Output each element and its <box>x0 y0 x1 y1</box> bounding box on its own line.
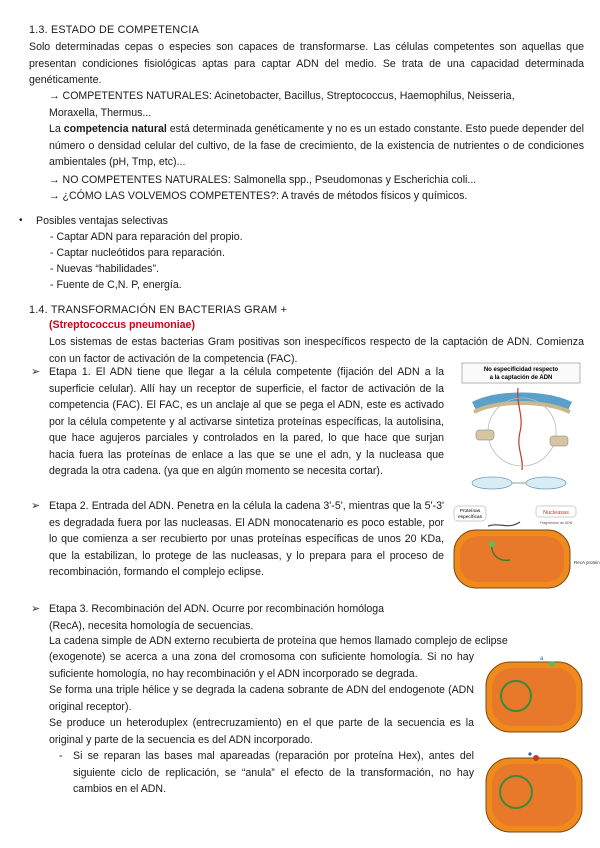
comp-pre: La <box>49 123 64 135</box>
etapa-3-paragraph-3: Se produce un heteroduplex (entrecruzamiento) en el que parte de la secuencia es la original y parte de la secuencia es del ADN incorporado. <box>49 717 474 746</box>
figure-recombination-2 <box>482 746 586 836</box>
ventajas-title: • Posibles ventajas selectivas <box>36 213 168 230</box>
section-1-3-intro: Solo determinadas cepas o especies son capaces de transformarse. Las células competentes son aquellas que presentan condiciones fisiológicas aptas para captar ADN del medio. Se trata de una capacidad determinada genéticamente. <box>29 41 584 86</box>
etapa-3-paragraph-1-rest: (exogenote) se acerca a una zona del cromosoma con suficiente homología. Si no hay suficiente homología, no hay recombinación y el ADN incorporado se degrada. <box>49 651 474 680</box>
etapa-3-heading <box>49 601 449 634</box>
etapa-1-paragraph: ➢ Etapa 1. El ADN tiene que llegar a la célula competente (fijación del ADN a la superficie celular). Allí hay un receptor de superficie, el factor de activación de la competencia (FAC). El FAC, es un anclaje al que se pega el ADN, este es activado por la célula competente y al activarse sintetiza proteínas específicas, la autolisina, que hace agujeros parciales y controlados en la pared, lo que hace que surjan hacia fuera las proteínas de enlace a las que se une el adn, y la nucleasa que degrada la otra cadena. (ya que en algún momento se necesita cortar). <box>49 364 444 480</box>
section-1-4-title: 1.4. TRANSFORMACIÓN EN BACTERIAS GRAM + <box>29 304 288 316</box>
etapa-2-paragraph: ➢ Etapa 2. Entrada del ADN. Penetra en la célula la cadena 3'-5', mientras que la 5'-3' es degradada fuera por las nucleasas. El ADN monocatenario es poco estable, por lo que comienza a ser recubierto por unas proteínas específicas de unos 20 KDa, que la estabilizan, lo protege de las nucleasas, y lo prepara para el proceso de recombinación, formando el complejo eclipse. <box>49 498 444 581</box>
competencia-natural-paragraph <box>49 121 584 171</box>
competentes-naturales-line2: Moraxella, Thermus... <box>49 106 152 119</box>
fig2-label-proteinas-2: específicas <box>458 515 482 520</box>
etapa-3-paragraph-2: Se forma una triple hélice y se degrada la cadena sobrante de ADN del endogenote (ADN original receptor). <box>49 684 474 713</box>
bacterium-small-1 <box>472 477 512 489</box>
fig2-small-caption: Fragmentos de ADN <box>539 521 573 525</box>
comp-post: está determinada genéticamente y no es un estado constante. Esto puede depender del número o densidad celular del cultivo, de la fase de crecimiento, de la existencia de nutrientes o de condiciones ambientales (pH, Tmp, etc)... <box>49 123 584 168</box>
fig1-title-line2: a la captación de ADN <box>489 375 553 381</box>
ventajas-item: - Nuevas “habilidades”. <box>50 263 159 275</box>
section-1-3-title: 1.3. ESTADO DE COMPETENCIA <box>29 24 199 36</box>
ventajas-item: - Captar nucleótidos para reparación. <box>50 247 225 259</box>
figure-recombination-1 <box>482 652 586 736</box>
ventajas-item: - Fuente de C,N. P, energía. <box>50 279 182 291</box>
dna-uptake-diagram <box>458 360 584 496</box>
fig2-label-nucleasas: Nucleasas <box>543 510 569 516</box>
no-competentes: → NO COMPETENTES NATURALES: Salmonella spp., Pseudomonas y Escherichia coli... <box>49 174 477 186</box>
figure-dna-uptake <box>458 360 584 496</box>
fig2-label-reca: RecA protein <box>574 560 600 565</box>
fig1-title-line1: No especificidad respecto <box>483 367 559 373</box>
section-1-4-subtitle: (Streptococcus pneumoniae) <box>49 319 195 331</box>
recombination-diagram-1 <box>482 652 586 736</box>
etapa-3-line2: (RecA), necesita homología de secuencias. <box>49 619 254 632</box>
etapa-3-dash-item: - Si se reparan las bases mal apareadas (reparación por proteína Hex), antes del siguiente ciclo de replicación, se “anula” el efecto de la transformación, no hay cambios en el ADN. <box>73 748 474 798</box>
section-1-4-intro: Los sistemas de estas bacterias Gram positivas son inespecíficos respecto de la captación de ADN. Comienza con un factor de activación de la competencia (FAC). <box>49 336 584 365</box>
competentes-naturales <box>49 88 589 121</box>
dna-entry-diagram <box>452 502 600 592</box>
etapa-3-line1: ➢ Etapa 3. Recombinación del ADN. Ocurre por recombinación homóloga <box>49 603 385 615</box>
ventajas-item: - Captar ADN para reparación del propio. <box>50 231 243 243</box>
comp-bold: competencia natural <box>63 123 167 135</box>
bacterium-small-2 <box>526 477 566 489</box>
figure-dna-entry <box>452 502 600 592</box>
como-competentes: → ¿CÓMO LAS VOLVEMOS COMPETENTES?: A través de métodos físicos y químicos. <box>49 190 468 202</box>
etapa-3-paragraph-1-line1: La cadena simple de ADN externo recubierta de proteína que hemos llamado complejo de eclipse <box>49 635 508 647</box>
dna-entry-strand <box>488 522 520 526</box>
fig3-label-a: a <box>540 656 544 662</box>
competentes-naturales-line1: → COMPETENTES NATURALES: Acinetobacter, Bacillus, Streptococcus, Haemophilus, Neisseria, <box>49 90 515 102</box>
recombination-diagram-2 <box>482 746 586 836</box>
fig2-label-proteinas-1: Proteínas <box>459 509 481 514</box>
